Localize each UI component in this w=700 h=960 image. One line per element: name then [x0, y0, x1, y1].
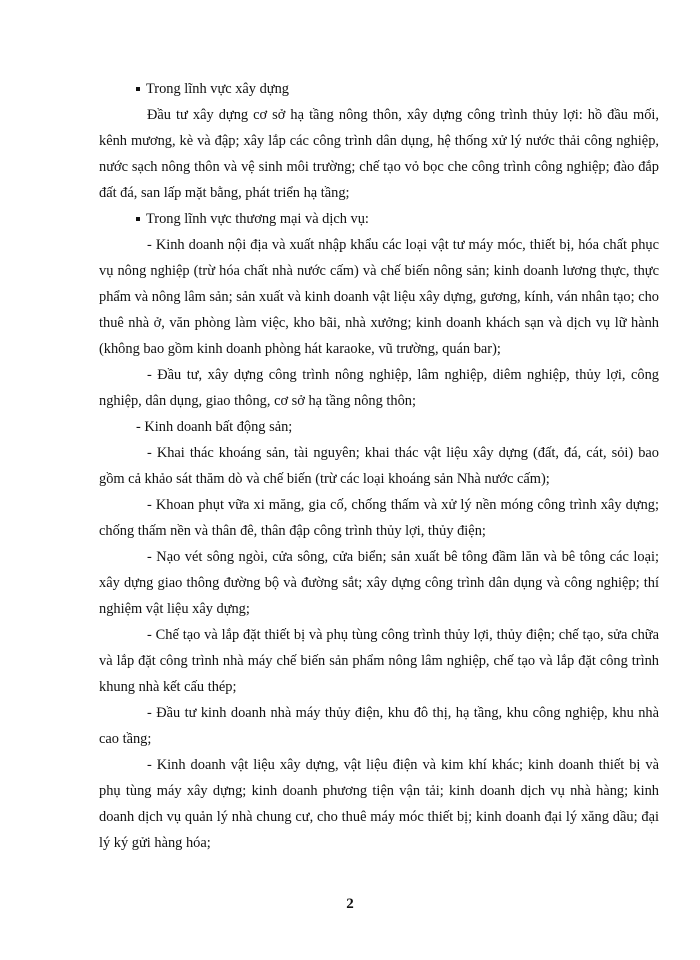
square-bullet-icon — [136, 87, 140, 91]
paragraph-dredging: - Nạo vét sông ngòi, cửa sông, cửa biển; sản xuất bê tông đầm lăn và bê tông các loại; xây dựng giao thông đường bộ và đường sắt; xây dựng công trình dân dụng và công nghiệp; thí nghiệm vật liệu xây dựng; — [99, 549, 659, 617]
bullet-heading-text: Trong lĩnh vực xây dựng — [146, 81, 289, 97]
paragraph-real-estate: - Kinh doanh bất động sản; — [136, 419, 293, 435]
paragraph-manufacturing: - Chế tạo và lắp đặt thiết bị và phụ tùng công trình thủy lợi, thủy điện; chế tạo, sửa chữa và lắp đặt công trình nhà máy chế biến sản phẩm nông lâm nghiệp, chế tạo và lắp đặt công trình khung nhà kết cấu thép; — [99, 627, 659, 695]
bullet-heading-construction — [136, 76, 289, 102]
paragraph-hydropower: - Đầu tư kinh doanh nhà máy thủy điện, khu đô thị, hạ tầng, khu công nghiệp, khu nhà cao tầng; — [99, 705, 659, 747]
paragraph-grouting: - Khoan phụt vữa xi măng, gia cố, chống thấm và xử lý nền móng công trình xây dựng; chống thấm nền và thân đê, thân đập công trình thủy lợi, thủy điện; — [99, 497, 659, 539]
paragraph-construction: Đầu tư xây dựng cơ sở hạ tầng nông thôn, xây dựng công trình thủy lợi: hồ đầu mối, kênh mương, kè và đập; xây lắp các công trình dân dụng, hệ thống xử lý nước thải công nghiệp, nước sạch nông thôn và vệ sinh môi trường; chế tạo vỏ bọc che công trình công nghiệp; đào đắp đất đá, san lấp mặt bằng, phát triển hạ tầng; — [99, 107, 659, 201]
paragraph-investment-construction: - Đầu tư, xây dựng công trình nông nghiệp, lâm nghiệp, diêm nghiệp, thủy lợi, công nghiệp, dân dụng, giao thông, cơ sở hạ tầng nông thôn; — [99, 367, 659, 409]
paragraph-domestic-trade: - Kinh doanh nội địa và xuất nhập khẩu các loại vật tư máy móc, thiết bị, hóa chất phục vụ nông nghiệp (trừ hóa chất nhà nước cấm) và chế biến nông sản; kinh doanh lương thực, thực phẩm và nông lâm sản; sản xuất và kinh doanh vật liệu xây dựng, gương, kính, ván nhân tạo; cho thuê nhà ở, văn phòng làm việc, kho bãi, nhà xưởng; kinh doanh khách sạn và dịch vụ lữ hành (không bao gồm kinh doanh phòng hát karaoke, vũ trường, quán bar); — [99, 237, 659, 357]
bullet-heading-trade-services — [136, 206, 369, 232]
paragraph-materials-trade: - Kinh doanh vật liệu xây dựng, vật liệu điện và kim khí khác; kinh doanh thiết bị và phụ tùng máy xây dựng; kinh doanh phương tiện vận tải; kinh doanh dịch vụ nhà hàng; kinh doanh dịch vụ quản lý nhà chung cư, cho thuê máy móc thiết bị; kinh doanh đại lý xăng dầu; đại lý ký gửi hàng hóa; — [99, 757, 659, 851]
bullet-heading-text: Trong lĩnh vực thương mại và dịch vụ: — [146, 211, 369, 227]
square-bullet-icon — [136, 217, 140, 221]
paragraph-mining: - Khai thác khoáng sản, tài nguyên; khai thác vật liệu xây dựng (đất, đá, cát, sỏi) bao gồm cả khảo sát thăm dò và chế biến (trừ các loại khoáng sản Nhà nước cấm); — [99, 445, 659, 487]
page-number: 2 — [346, 896, 354, 912]
